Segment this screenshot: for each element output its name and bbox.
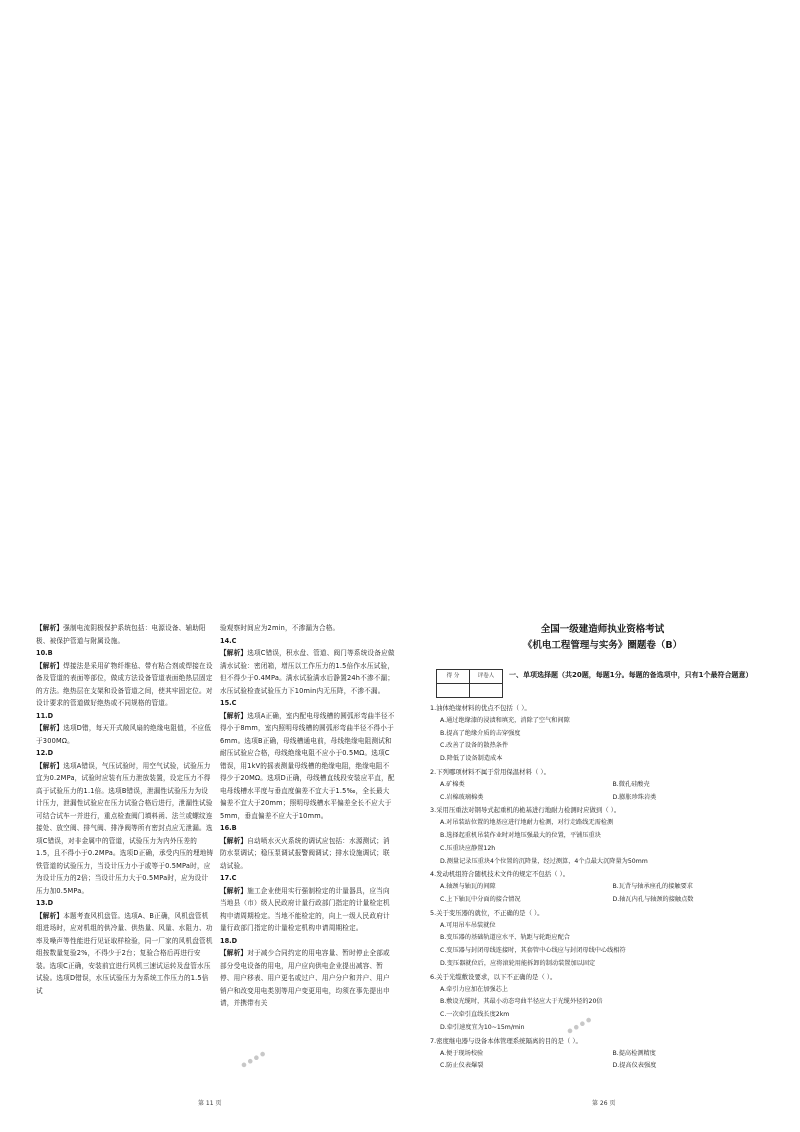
answer-option[interactable]: A.矿棉类 <box>440 780 465 788</box>
question-stem: 3.采用压重法对钢导式起重机的桅基进行地耐力检测时应做到（ ）。 <box>430 806 621 815</box>
answer-option[interactable]: B.变压器的基础轨道应水平、轨距与轮距应配合 <box>440 934 570 942</box>
option-row <box>430 1048 775 1061</box>
explanation-tag: 【解析】 <box>220 711 248 720</box>
explanation-tag: 【解析】 <box>220 836 248 845</box>
answer-option[interactable]: C.改善了设备的散热条件 <box>440 742 509 750</box>
explanation-text: 选项A正确，室内配电母线槽的圆弧形弯曲半径不得小于8mm，室内照明母线槽的圆弧形弯曲半径不得小于6mm。选项B正确，母线槽通电前，母线绝缘电阻测试和耐压试验应合格，母线绝缘电阻不应小于0.5MΩ。选项C错误，用1kV的摇表测量母线槽的绝缘电阻，绝缘电阻不得少于20MΩ。选项D正确，母线槽直线段安装应平直，配电母线槽水平度与垂直度偏差不宜大于1.5‰，全长最大偏差不宜大于20mm；照明母线槽水平偏差全长不应大于5mm，垂直偏差不应大于10mm。 <box>220 711 395 820</box>
answer-option[interactable]: B.选择起重机吊装作业时对地压强最大的位置，平铺压重块 <box>440 831 601 839</box>
answer-number: 17.C <box>220 874 237 882</box>
option-row <box>430 881 775 894</box>
explanation-paragraph <box>220 947 396 1010</box>
grader-label: 评卷人 <box>470 670 503 684</box>
option-row <box>430 894 775 907</box>
question-stem: 7.密度继电器与设备本体管理系统隔离的目的是（ ）。 <box>430 1036 582 1045</box>
explanation-paragraph <box>36 622 214 647</box>
explanation-text: 选项D错，每天开式敞风扇的绝缘电阻值，不应低于300MΩ。 <box>36 724 212 745</box>
right-page <box>430 622 775 1073</box>
answer-option[interactable]: D.变压器就位后，应将滚轮用能拆卸的制动装置加以固定 <box>440 959 596 967</box>
explanation-text: 选项C错误，积水盘、管道、阀门等系统设备应做满水试验：密闭箱，增压以工作压力的1.5倍作水压试验，但不得少于0.4MPa。满水试验满水后静置24h不渗不漏；水压试验检查试验压力下10min内无压降，不渗不漏。 <box>220 649 395 695</box>
explanation-text: 本题考查风机盘管。选项A、B正确，风机盘管机组进场时，应对机组的供冷量、供热量、风量、水阻力、功率及噪声等性能进行见证取样检验，同一厂家的风机盘管机组按数量复验2%，不得少于2台；复验合格后再进行安装。选项C正确，安装前宜进行风机三速试运转及盘管水压试验。选项D错误，水压试验压力为系统工作压力的1.5倍试 <box>36 911 213 995</box>
question-stem: 2.下列哪项材料不属于常用保温材料（ ）。 <box>430 767 550 776</box>
watermark-stamp-left: ● ● ● ● <box>240 1049 267 1070</box>
question-list <box>430 702 775 1073</box>
explanation-paragraph <box>36 910 214 998</box>
explanation-paragraph <box>36 760 214 898</box>
exam-title: 全国一级建造师执业资格考试 <box>540 624 665 635</box>
explanation-text: 焊接法是采用矿物纤维毡、带有粘合剂或焊接在设备及管道的表面等部位，做成方法设备管道表面绝热层固定的方法。绝热层在支架和设备管道之间，使其牢固定位。对设计要求的管道做好绝热或不同规格的管道。 <box>36 661 213 707</box>
explanation-paragraph <box>36 660 214 710</box>
answer-option[interactable]: C.压重块应静置12h <box>440 844 496 852</box>
explanation-paragraph <box>220 885 396 935</box>
left-page-footer: 第 11 页 <box>198 1100 222 1107</box>
explanation-tag: 【解析】 <box>36 911 64 920</box>
answer-number: 16.B <box>220 824 237 832</box>
explanation-paragraph <box>220 647 396 697</box>
explanation-tag: 【解析】 <box>36 661 64 670</box>
explanation-paragraph <box>220 835 396 873</box>
left-page-column-b <box>220 622 396 1010</box>
answer-number: 13.D <box>36 899 54 907</box>
option-row <box>430 1060 775 1073</box>
answer-option[interactable]: B.提高了绝缘介质的击穿强度 <box>440 729 521 737</box>
answer-option[interactable]: D.降低了设备制造成本 <box>440 755 503 763</box>
explanation-text: 自动喷水灭火系统的调试应包括：水源测试；消防水泵调试；稳压泵调试报警阀调试；排水设施调试；联动试验。 <box>220 836 390 870</box>
answer-option[interactable]: A.对吊装站位置的地基应进行地耐力检测，对行走路线无需检测 <box>440 819 614 827</box>
answer-option[interactable]: D.轴瓦内孔与轴颈的接触点数 <box>612 895 694 903</box>
answer-option[interactable]: A.轴颈与轴瓦的间隙 <box>440 883 496 891</box>
watermark-stamp-right: ● ● ● ● <box>566 1015 593 1036</box>
explanation-tag: 【解析】 <box>220 886 248 895</box>
option-row <box>430 779 775 792</box>
answer-option[interactable]: A.便于现场校验 <box>440 1049 484 1057</box>
explanation-paragraph <box>220 710 396 823</box>
answer-number: 12.D <box>36 749 54 757</box>
answer-number: 11.D <box>36 711 54 720</box>
explanation-text: 验观察时间应为2min，不渗漏为合格。 <box>220 624 340 632</box>
explanation-tag: 【解析】 <box>220 649 248 657</box>
score-table <box>436 669 503 698</box>
answer-number: 15.C <box>220 699 237 707</box>
exam-subtitle: 《机电工程管理与实务》圈题卷（B） <box>522 640 683 651</box>
answer-option[interactable]: B.敷设光缆时，其最小动态弯曲半径应大于光缆外径的20倍 <box>440 998 603 1006</box>
answer-option[interactable]: D.牵引速度宜为10~15m/min <box>440 1023 525 1031</box>
explanation-tag: 【解析】 <box>36 724 64 732</box>
answer-option[interactable]: D.测量记录压重块4个位置的沉降量，经过测算，4个点最大沉降量为50mm <box>440 857 648 865</box>
explanation-paragraph <box>36 722 214 747</box>
answer-option[interactable]: C.变压器与封闭母线连接时，其套管中心线应与封闭母线中心线相符 <box>440 947 626 955</box>
answer-option[interactable]: A.可用吊车吊装就位 <box>440 921 496 929</box>
answer-option[interactable]: A.牵引力应加在加强芯上 <box>440 985 508 993</box>
score-header <box>430 669 775 698</box>
right-page-footer: 第 26 页 <box>592 1100 616 1107</box>
explanation-text: 选项A错误，气压试验时，用空气试验，试验压力宜为0.2MPa，试验时应装有压力泄放装置，设定压力不得高于试验压力的1.1倍。选项B错误，泄漏性试验压力为设计压力，泄漏性试验应在压力试验合格后进行，泄漏性试验可结合试车一并进行，重点检查阀门填料函、法兰或螺纹连接处、放空阀、排气阀、排净阀等所有密封点应无泄漏。选项C错误，对非金属中的管道，试验压力为内外压差的1.5，且不得小于0.2MPa。选项D正确，承受内压的埋地铸铁管道的试验压力，当设计压力小于或等于0.5MPa时，应为设计压力的2倍；当设计压力大于0.5MPa时，应为设计压力加0.5MPa。 <box>36 761 214 895</box>
answer-option[interactable]: C.一次牵引直线长度2km <box>440 1011 510 1019</box>
question-stem: 6.关于光缆敷设要求，以下不正确的是（ ）。 <box>430 972 557 981</box>
explanation-text: 对于减少合同约定的用电容量、暂时停止全部或部分受电设备的用电，用户应向供电企业提出减容、暂停、用户移表、用户更名或过户、用户分户和并户、用户销户和改变用电类别等用户变更用电，均须在事先提出申请，并携带有关 <box>220 949 390 1007</box>
answer-number: 14.C <box>220 636 237 645</box>
answer-option[interactable]: D.膨胀珍珠岩类 <box>612 793 657 801</box>
answer-option[interactable]: B.提高检测精度 <box>612 1049 656 1057</box>
grader-cell[interactable] <box>470 684 503 698</box>
option-row <box>430 792 775 805</box>
answer-number: 18.D <box>220 936 238 945</box>
question-stem: 4.发动机组符合随机技术文件的规定不包括（ ）。 <box>430 870 570 879</box>
answer-option[interactable]: C.防止仪表爆裂 <box>440 1062 484 1070</box>
answer-option[interactable]: D.提高仪表强度 <box>612 1062 657 1070</box>
score-label: 得 分 <box>437 670 470 684</box>
question-stem: 5.关于变压器的就位，不正确的是（ ）。 <box>430 908 544 917</box>
score-cell[interactable] <box>437 684 470 698</box>
explanation-tag: 【解析】 <box>36 761 64 770</box>
answer-option[interactable]: B.微孔硅酸壳 <box>612 780 650 788</box>
question-stem: 1.油体绝缘材料的优点不包括（ ）。 <box>430 704 531 712</box>
answer-number: 10.B <box>36 649 53 657</box>
explanation-text: 施工企业使用实行强制检定的计量器具，应当向当地县（市）级人民政府计量行政部门指定的计量检定机构申请周期检定。当地不能检定的，向上一级人民政府计量行政部门指定的计量检定机构申请周期检定。 <box>220 886 390 932</box>
section-title: 一、单项选择题（共20题，每题1分。每题的备选项中，只有1个最符合题意） <box>509 671 753 679</box>
answer-option[interactable]: C.上下轴瓦中分面的接合情况 <box>440 895 521 903</box>
explanation-tag: 【解析】 <box>36 624 64 632</box>
answer-option[interactable]: B.瓦背与轴承座孔的接触要求 <box>612 883 693 891</box>
answer-option[interactable]: C.岩棉玻璃棉类 <box>440 793 484 801</box>
answer-option[interactable]: A.通过绝缘漆的浸渍和填充，消除了空气和间隙 <box>440 716 570 724</box>
explanation-text: 强制电流阴极保护系统包括：电源设备、辅助阳极、被保护管道与附属设施。 <box>36 624 206 645</box>
left-page-column-a <box>36 622 214 997</box>
explanation-tag: 【解析】 <box>220 949 248 957</box>
